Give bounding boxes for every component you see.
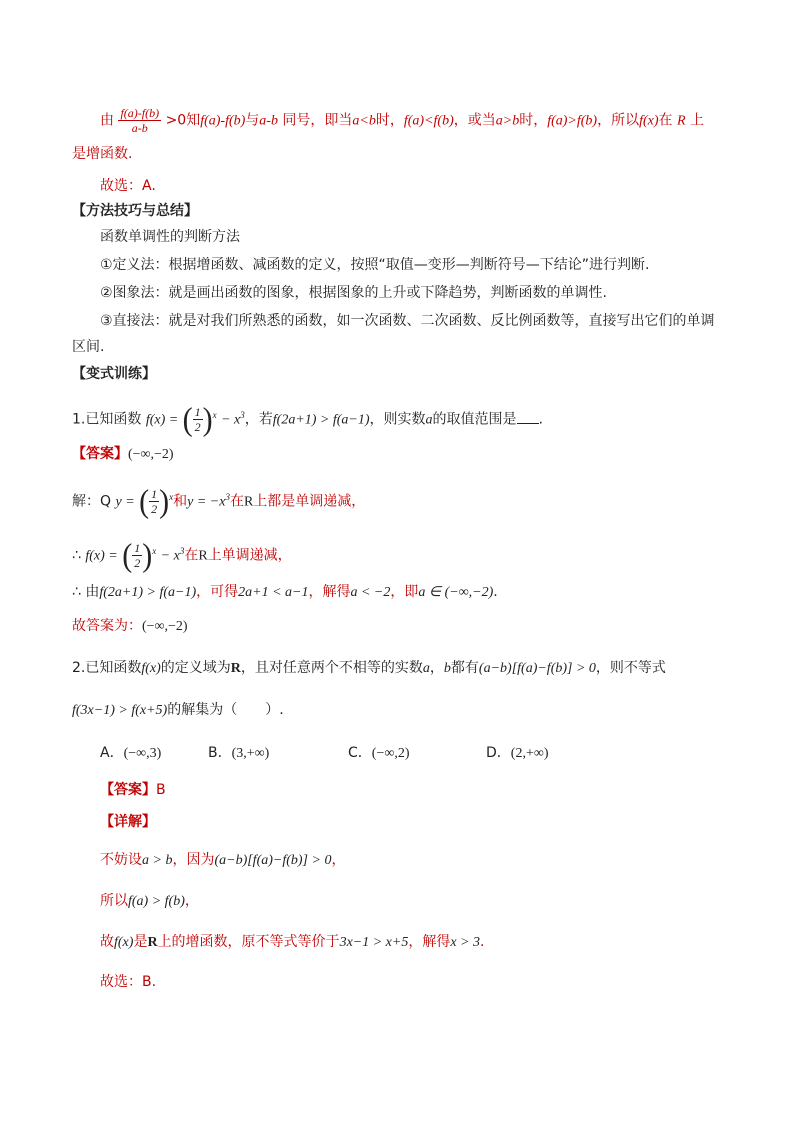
q1-range: 的取值范围是 — [432, 411, 517, 428]
q1-s2-f: f(x) = — [85, 548, 118, 564]
method-item-1: ①定义法：根据增函数、减函数的定义，按照“取值—变形—判断符号—下结论”进行判断. — [100, 257, 650, 273]
q1-s1-tail: 在 — [229, 493, 244, 510]
q2-l1ineq: (a−b)[f(a)−f(b)] > 0 — [478, 661, 596, 676]
intro-huodang: ，或当 — [453, 112, 496, 129]
q2-option-d-label: D． — [486, 745, 511, 761]
q1-s2-lead: ∴ — [72, 547, 81, 564]
q1-s2-half-num: 1 — [134, 541, 141, 556]
intro-line-1 — [100, 106, 704, 135]
q1-stem — [72, 398, 543, 438]
q1-s1-y2: y = −x — [187, 494, 226, 510]
q1-s1-half-den: 2 — [151, 502, 158, 517]
q2-d3d: 上的增函数，原不等式等价于 — [157, 934, 340, 950]
intro-zhi: 知 — [186, 112, 201, 129]
q2-option-b-value: (3,+∞) — [231, 746, 270, 761]
intro-line-2: 是增函数. — [72, 146, 133, 162]
intro-shi2: 时， — [519, 112, 548, 129]
q1-tail: ，则实数 — [369, 411, 426, 428]
intro-shang: 上 — [689, 112, 704, 129]
intro-c2: a>b — [495, 113, 520, 129]
q2-option-d-value: (2,+∞) — [510, 746, 549, 761]
q2-option-a[interactable] — [100, 743, 161, 764]
q1-s3-ineq: f(2a+1) > f(a−1) — [99, 585, 197, 600]
q2-detail-1 — [100, 850, 345, 871]
q1-s1-and: 和 — [173, 493, 188, 510]
q1-end: . — [538, 411, 543, 428]
q1-s1-y: y = — [115, 494, 135, 510]
q2-l1e: 都有 — [450, 660, 479, 676]
q2-d3a: 故 — [100, 934, 114, 950]
q1-solution-2 — [72, 534, 292, 574]
intro-you: 由 — [100, 112, 114, 129]
q2-d1e: ， — [331, 852, 346, 868]
intro-shi1: 时， — [375, 112, 404, 129]
q1-s2-exp: x — [152, 546, 157, 556]
q2-option-a-label: A． — [100, 745, 124, 761]
q1-function: f(x) = — [145, 412, 179, 428]
q2-d3c: 是 — [133, 934, 148, 950]
method-item-2: ②图象法：就是画出函数的图象，根据图象的上升或下降趋势，判断函数的单调性. — [100, 285, 607, 301]
method-heading: 【方法技巧与总结】 — [72, 203, 198, 219]
q2-d3h: . — [480, 934, 485, 950]
q1-s2-half-den: 2 — [134, 556, 141, 571]
q2-l1R: R — [230, 661, 241, 676]
q2-stem-2 — [72, 700, 284, 721]
q2-d3g: x > 3 — [450, 935, 481, 950]
q2-l1a: 2.已知函数 — [72, 660, 142, 676]
q1-s1-half-num: 1 — [151, 487, 158, 502]
q2-d2a: 所以 — [100, 893, 128, 909]
intro-expr2: a-b — [259, 113, 278, 129]
q1-s2-tail: 在 — [184, 547, 199, 564]
intro-frac-numerator: f(a)-f(b) — [120, 106, 160, 120]
q1-final-lead: 故答案为： — [72, 618, 142, 634]
intro-fx: f(x) — [639, 113, 659, 129]
q2-d3f: ，解得 — [408, 934, 451, 950]
q2-l1c: ，且对任意两个不相等的实数 — [240, 660, 423, 676]
q2-final: 故选：B. — [100, 974, 157, 990]
q1-s1-exp: x — [169, 492, 174, 502]
q2-detail-heading: 【详解】 — [100, 814, 156, 830]
q2-answer — [100, 780, 166, 800]
q1-answer-value: (−∞,−2) — [128, 447, 174, 462]
q1-final-value: (−∞,−2) — [142, 619, 188, 634]
q1-final — [72, 616, 188, 637]
q2-stem-1 — [72, 658, 666, 679]
q2-d3b: f(x) — [114, 935, 134, 950]
q2-d1d: (a−b)[f(a)−f(b)] > 0 — [214, 853, 332, 868]
q1-s1-sq: 3 — [225, 492, 230, 502]
method-item-3a: ③直接法：就是对我们所熟悉的函数，如一次函数、二次函数、反比例函数等，直接写出它们的单调 — [100, 313, 715, 329]
q1-s3-mid2: ，解得 — [308, 584, 351, 600]
q1-sq: 3 — [240, 410, 245, 420]
q2-d2b: f(a) > f(b) — [128, 894, 185, 909]
q1-right-paren: ) — [202, 400, 213, 438]
q1-s3-mid: ，可得 — [196, 584, 239, 600]
intro-cond: >0 — [165, 112, 187, 129]
method-item-3b: 区间. — [72, 339, 105, 355]
q2-d3R: R — [147, 935, 158, 950]
q1-half-den: 2 — [194, 420, 201, 435]
q2-option-a-value: (−∞,3) — [123, 746, 162, 761]
variant-heading: 【变式训练】 — [72, 366, 156, 382]
q2-l1f2: ，则不等式 — [595, 660, 666, 676]
intro-frac-denominator: a-b — [131, 121, 148, 135]
q2-detail-3 — [100, 932, 484, 953]
q1-answer-label: 【答案】 — [72, 446, 128, 462]
q2-l2ineq: f(3x−1) > f(x+5) — [72, 703, 168, 718]
q1-s3-mid3: ，即 — [390, 584, 419, 600]
q1-left-paren: ( — [182, 400, 193, 438]
q1-solution-1 — [72, 480, 365, 520]
q2-option-c-label: C． — [348, 745, 372, 761]
q2-option-d[interactable] — [486, 743, 548, 764]
q2-l1f: f(x) — [141, 661, 161, 676]
q1-s3-lead: ∴ 由 — [72, 584, 100, 600]
q1-s1-lead: 解：Q — [72, 493, 112, 510]
intro-suoyi: ，所以 — [597, 112, 640, 129]
q1-s3-lin: 2a+1 < a−1 — [238, 585, 309, 600]
q1-s1-rparen: ) — [159, 482, 170, 520]
intro-tonghao: 同号，即当 — [282, 112, 353, 129]
intro-yu: 与 — [245, 112, 260, 129]
intro-c1: a<b — [352, 113, 376, 129]
intro-zai: 在 — [658, 112, 673, 129]
q2-d1a: 不妨设 — [100, 852, 142, 868]
q1-blank — [517, 409, 539, 424]
q1-half — [193, 405, 203, 434]
q2-l1a2: a — [422, 661, 430, 676]
q2-d1b: a > b — [142, 853, 173, 868]
q1-minus: − x — [221, 412, 241, 428]
q1-s1-lparen: ( — [139, 482, 150, 520]
q1-s2-lparen: ( — [122, 536, 133, 574]
q2-option-b[interactable] — [208, 743, 269, 764]
q2-d1c: ，因为 — [172, 852, 215, 868]
q2-answer-label: 【答案】 — [100, 782, 156, 798]
q2-detail-2 — [100, 891, 199, 912]
q1-half-num: 1 — [194, 405, 201, 420]
q1-s1-R: R — [243, 494, 254, 510]
q1-ineq: f(2a+1) > f(a−1) — [272, 412, 370, 428]
q1-s2-sq: 3 — [179, 546, 185, 556]
q1-cond: ，若 — [244, 411, 273, 428]
q2-l1d: ， — [429, 660, 444, 676]
intro-expr1: f(a)-f(b) — [200, 113, 246, 129]
q1-s3-sol: a < −2 — [350, 585, 391, 600]
q1-lead: 1.已知函数 — [72, 411, 142, 428]
q1-answer — [72, 444, 174, 465]
q1-s2-R: R — [198, 548, 208, 564]
q2-option-c[interactable] — [348, 743, 409, 764]
q1-s3-end: . — [493, 584, 498, 600]
intro-fraction — [118, 106, 161, 135]
q2-answer-value: B — [156, 782, 166, 798]
q2-l2tail: 的解集为（ ）. — [167, 702, 284, 718]
intro-r2: f(a)>f(b) — [547, 113, 598, 129]
q1-solution-3 — [72, 582, 498, 603]
intro-R: R — [676, 113, 686, 129]
q1-s2-rparen: ) — [142, 536, 153, 574]
q2-d2c: ， — [184, 893, 199, 909]
answer-a: 故选：A. — [100, 178, 156, 194]
q1-s3-set: a ∈ (−∞,−2) — [418, 585, 494, 600]
q2-l1b2: b — [443, 661, 451, 676]
q2-option-b-label: B． — [208, 745, 232, 761]
q1-exp: x — [212, 410, 217, 420]
q1-s2-half — [132, 541, 142, 570]
q2-option-c-value: (−∞,2) — [371, 746, 410, 761]
q1-s1-half — [149, 487, 159, 516]
q1-a: a — [425, 412, 433, 428]
method-subtitle: 函数单调性的判断方法 — [100, 229, 240, 245]
q1-s2-minus: − x — [160, 548, 180, 564]
q2-d3e: 3x−1 > x+5 — [339, 935, 409, 950]
q1-s1-end: 上都是单调递减， — [253, 493, 366, 510]
intro-r1: f(a)<f(b) — [403, 113, 454, 129]
q2-l1b: 的定义域为 — [160, 660, 231, 676]
q1-s2-end: 上单调递减， — [207, 547, 292, 564]
